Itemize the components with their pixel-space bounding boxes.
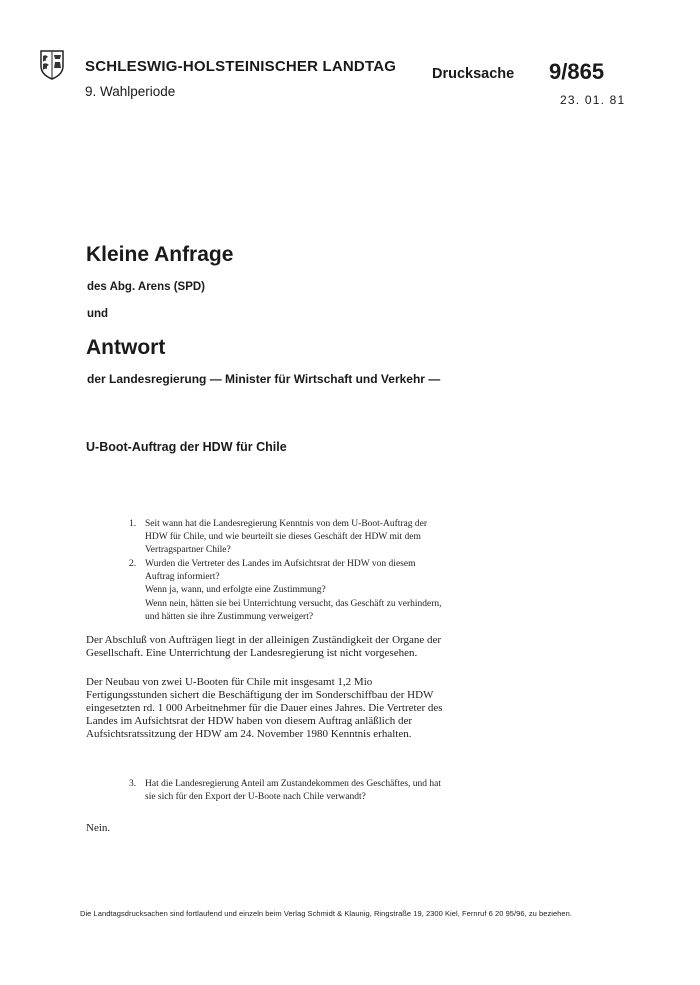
answer-paragraph-1: Der Abschluß von Aufträgen liegt in der alleinigen Zuständigkeit der Organe der Gesellschaft. Eine Unterrichtung der Landesregierung ist nicht vorgesehen. — [86, 634, 442, 659]
institution-name: SCHLESWIG-HOLSTEINISCHER LANDTAG — [85, 58, 397, 75]
ministry-line: der Landesregierung — Minister für Wirtschaft und Verkehr — — [87, 372, 441, 386]
question-number: 3. — [129, 779, 137, 789]
question-2-sub-a: Wenn ja, wann, und erfolgte eine Zustimmung? — [145, 585, 326, 595]
answer-paragraph-3: Nein. — [86, 822, 111, 834]
question-text: Wurden die Vertreter des Landes im Aufsichtsrat der HDW von diesem Auftrag informiert? — [145, 559, 416, 582]
question-number: 1. — [129, 519, 137, 529]
subject-heading: U-Boot-Auftrag der HDW für Chile — [86, 440, 287, 454]
publisher-footer: Die Landtagsdrucksachen sind fortlaufend und einzeln beim Verlag Schmidt & Klaunig, Ringstraße 19, 2300 Kiel, Fernruf 6 20 95/96, zu beziehen. — [80, 909, 572, 918]
und-line: und — [87, 308, 109, 320]
legislative-period: 9. Wahlperiode — [85, 84, 176, 99]
title-antwort: Antwort — [86, 336, 166, 359]
coat-of-arms-icon — [40, 50, 64, 80]
question-number: 2. — [129, 559, 137, 569]
drucksache-label: Drucksache — [432, 66, 515, 82]
answer-paragraph-2: Der Neubau von zwei U-Booten für Chile mit insgesamt 1,2 Mio Fertigungsstunden sichert die Beschäftigung der im Sonderschiffbau der HDW eingesetzten rd. 1 000 Arbeitnehmer für die Dauer eines Jahres. Die Vertreter des Landes im Aufsichtsrat der HDW haben von diesem Auftrag anläßlich der Aufsichtsratssitzung der HDW am 24. November 1980 Kenntnis erhalten. — [86, 676, 443, 740]
author-line: des Abg. Arens (SPD) — [87, 281, 205, 293]
question-2 — [129, 558, 449, 582]
document-date: 23. 01. 81 — [560, 93, 626, 107]
drucksache-number: 9/865 — [549, 59, 605, 84]
question-3 — [129, 778, 449, 818]
question-2-sub-b: Wenn nein, hätten sie bei Unterrichtung versucht, das Geschäft zu verhindern, und hätten sie ihre Zustimmung verweigert? — [145, 599, 442, 622]
question-text: Hat die Landesregierung Anteil am Zustandekommen des Geschäftes, und hat sie sich für den Export der U-Boote nach Chile verwandt? — [145, 779, 441, 802]
title-kleine-anfrage: Kleine Anfrage — [86, 243, 234, 266]
question-text: Seit wann hat die Landesregierung Kenntnis von dem U-Boot-Auftrag der HDW für Chile, und wie beurteilt sie dieses Geschäft der HDW mit dem Vertragspartner Chile? — [145, 519, 428, 555]
question-1 — [129, 518, 449, 558]
